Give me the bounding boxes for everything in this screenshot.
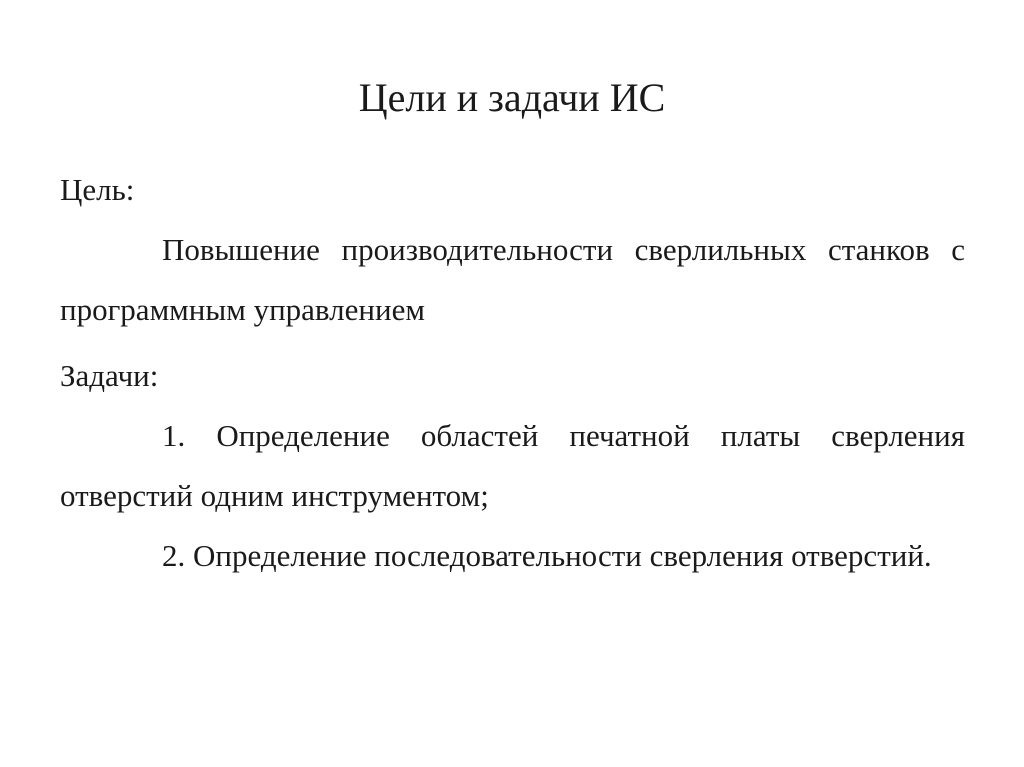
task-item-1: 1. Определение областей печатной платы сверления отверстий одним инструментом; xyxy=(60,418,965,513)
tasks-label: Задачи: xyxy=(60,358,159,393)
task-item-2: 2. Определение последовательности сверления отверстий. xyxy=(162,538,932,573)
slide-body xyxy=(60,160,965,586)
goal-label: Цель: xyxy=(60,172,135,207)
slide-title: Цели и задачи ИС xyxy=(358,75,666,120)
goal-text: Повышение производительности сверлильных станков с программным управлением xyxy=(60,232,965,327)
